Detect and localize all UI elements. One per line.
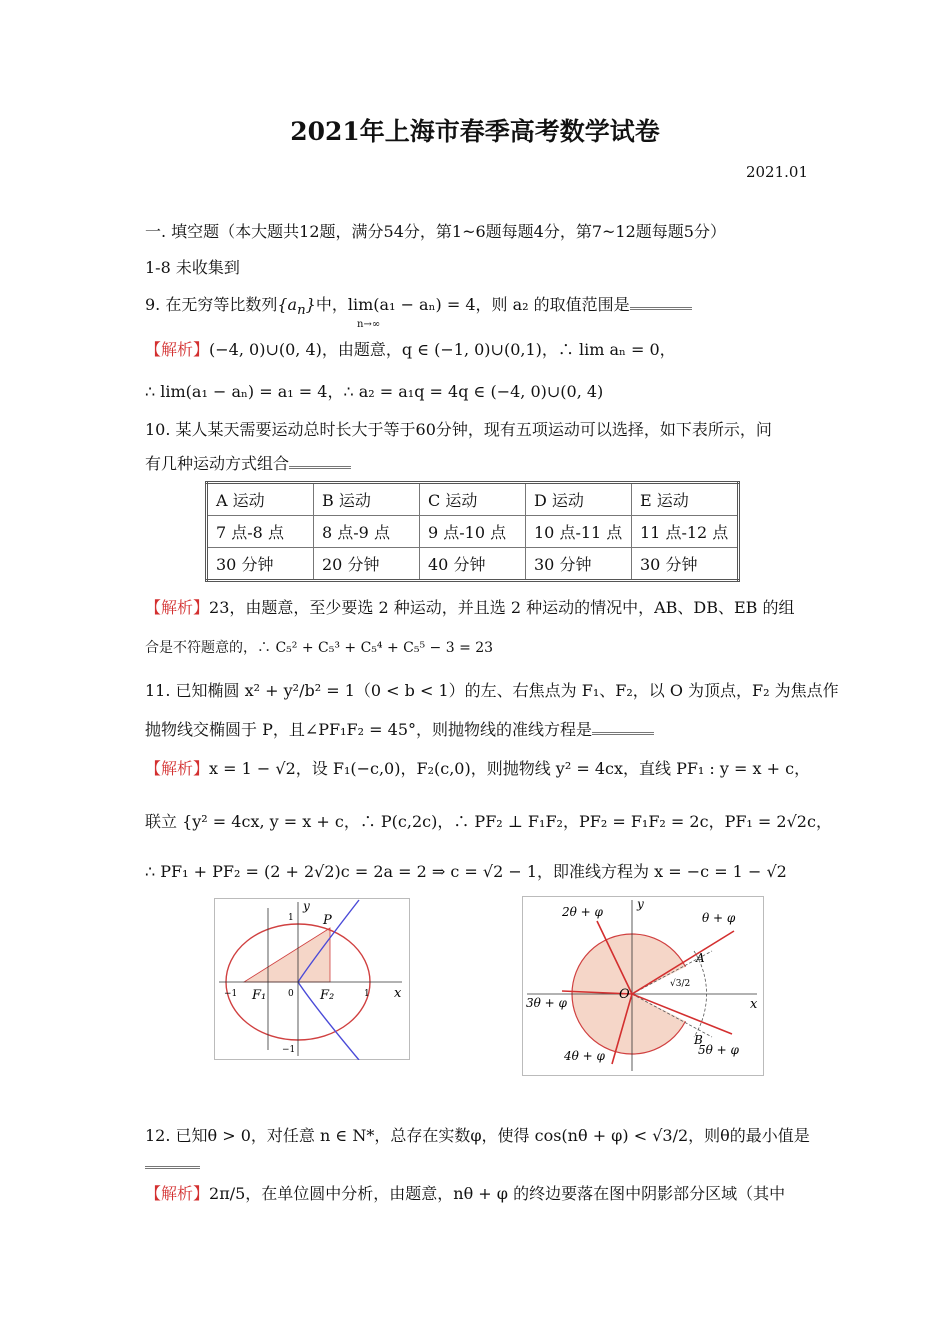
analysis-label: 【解析】 <box>145 1184 210 1203</box>
q9-answer-blank <box>630 293 692 310</box>
sqrt3-half-label: √3/2 <box>670 979 691 989</box>
q9-suffix: ，则 a₂ 的取值范围是 <box>475 295 630 314</box>
unit-circle-figure <box>522 896 764 1076</box>
analysis-label: 【解析】 <box>145 759 210 778</box>
fig2-x-label: x <box>750 997 758 1012</box>
section-header: 一. 填空题（本大题共12题，满分54分，第1~6题每题4分，第7~12题每题5分） <box>145 222 726 241</box>
tick-x1-label: 1 <box>364 989 370 999</box>
q11-answer-blank <box>592 718 654 735</box>
missing-note: 1-8 未收集到 <box>145 258 240 277</box>
five-theta-label: 5θ + φ <box>698 1043 739 1057</box>
question-9 <box>145 293 692 330</box>
f1-label: F₁ <box>252 988 267 1003</box>
page-title: 2021年上海市春季高考数学试卷 <box>290 117 660 146</box>
fig1-x-label: x <box>394 986 402 1001</box>
q10-solution-2: 合是不符题意的，∴ C₅² + C₅³ + C₅⁴ + C₅⁵ − 3 = 23 <box>145 640 494 656</box>
sports-table <box>205 481 740 582</box>
question-12: 12. 已知θ > 0，对任意 n ∈ N*，总存在实数φ，使得 cos(nθ + φ) < √3/2，则θ的最小值是 <box>145 1126 810 1145</box>
tick-1-label: 1 <box>288 913 294 923</box>
q9-sequence: $\{a_n\}$ <box>277 295 316 319</box>
fig2-y-label: y <box>637 897 644 911</box>
question-10-line1: 10. 某人某天需要运动总时长大于等于60分钟，现有五项运动可以选择，如下表所示，问 <box>145 420 772 439</box>
ellipse-figure <box>214 898 410 1060</box>
q11-solution-2: 联立 {y² = 4cx, y = x + c，∴ P(c,2c)，∴ PF₂ ⊥ F₁F₂，PF₂ = F₁F₂ = 2c，PF₁ = 2√2c， <box>145 812 832 831</box>
question-10-line2: 有几种运动方式组合 <box>145 452 351 474</box>
question-11-line2: 抛物线交椭圆于 P，且∠PF₁F₂ = 45°，则抛物线的准线方程是 <box>145 718 654 740</box>
q9-solution-1: 【解析】(−4, 0)∪(0, 4)，由题意，q ∈ (−1, 0)∪(0,1)，∴ lim aₙ = 0， <box>145 340 676 359</box>
fig2-origin-label: O <box>619 987 630 1002</box>
fig1-y-label: y <box>303 899 310 913</box>
tick-neg1-label: −1 <box>282 1045 296 1055</box>
q9-lim-sub: n→∞ <box>357 319 381 330</box>
q12-answer-value: 2π/5 <box>209 1184 246 1203</box>
four-theta-label: 4θ + φ <box>564 1049 605 1063</box>
question-11-line1: 11. 已知椭圆 x² + y²/b² = 1（0 < b < 1）的左、右焦点为 F₁、F₂，以 O 为顶点，F₂ 为焦点作 <box>145 681 839 700</box>
q12-solution: 【解析】2π/5，在单位圆中分析，由题意，nθ + φ 的终边要落在图中阴影部分区域（其中 <box>145 1184 786 1203</box>
q9-prefix: 9. 在无穷等比数列 <box>145 295 278 314</box>
exam-date: 2021.01 <box>745 163 808 181</box>
q12-answer-blank <box>145 1152 200 1169</box>
theta-label: θ + φ <box>702 911 736 925</box>
origin-label: 0 <box>288 989 294 999</box>
q9-limit: lim(a₁ − aₙ) = 4 <box>347 295 476 314</box>
two-theta-label: 2θ + φ <box>562 905 603 919</box>
q11-solution-1: 【解析】x = 1 − √2，设 F₁(−c,0)，F₂(c,0)，则抛物线 y² = 4cx，直线 PF₁ : y = x + c， <box>145 759 811 778</box>
analysis-label: 【解析】 <box>145 598 210 617</box>
table-row: A 运动 B 运动 C 运动 D 运动 E 运动 <box>207 483 739 516</box>
q11-solution-3: ∴ PF₁ + PF₂ = (2 + 2√2)c = 2a = 2 ⇒ c = √2 − 1，即准线方程为 x = −c = 1 − √2 <box>145 862 787 881</box>
f2-label: F₂ <box>320 988 335 1003</box>
point-a-label: A <box>696 951 705 965</box>
three-theta-label: 3θ + φ <box>526 996 567 1010</box>
q10-answer-blank <box>289 452 351 469</box>
tick-xneg1-label: −1 <box>224 989 238 999</box>
q10-solution-1: 【解析】23，由题意，至少要选 2 种运动，并且选 2 种运动的情况中，AB、DB、EB 的组 <box>145 598 795 617</box>
table-row: 7 点-8 点 8 点-9 点 9 点-10 点 10 点-11 点 11 点-12 点 <box>207 516 739 548</box>
q12-answer-blank-wrap <box>145 1152 200 1173</box>
point-b-label: B <box>694 1033 703 1047</box>
q9-solution-2: ∴ lim(a₁ − aₙ) = a₁ = 4，∴ a₂ = a₁q = 4q ∈ (−4, 0)∪(0, 4) <box>145 382 604 401</box>
table-row: 30 分钟 20 分钟 40 分钟 30 分钟 30 分钟 <box>207 548 739 581</box>
analysis-label: 【解析】 <box>145 340 210 359</box>
point-p-label: P <box>323 913 332 928</box>
q9-mid: 中， <box>315 295 348 314</box>
